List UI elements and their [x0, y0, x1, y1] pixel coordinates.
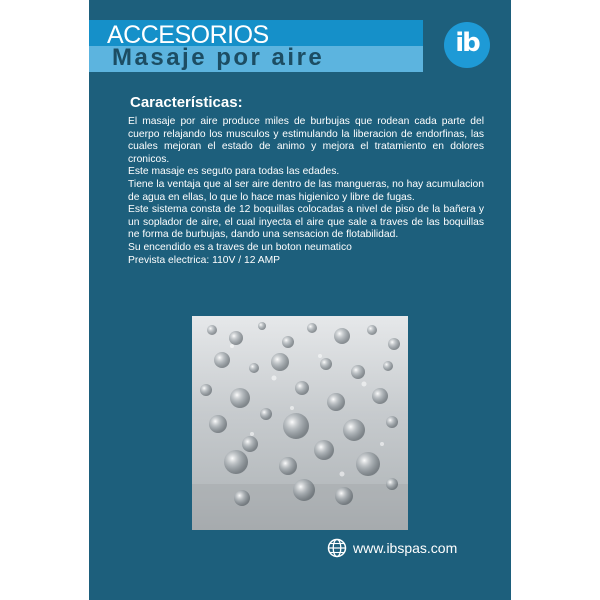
- bubbles-photo: [192, 316, 408, 530]
- section-title: Características:: [130, 94, 243, 111]
- paragraph-4: Este sistema consta de 12 boquillas colocadas a nivel de piso de la bañera y un soplador de aire, el cual inyecta el aire que sale a traves de las boquillas ne forma de burbujas, dando una sensacion de flotabilidad.: [128, 204, 484, 241]
- website-text[interactable]: www.ibspas.com: [353, 540, 458, 556]
- logo-text: ib: [455, 28, 479, 58]
- header-title: ACCESORIOS: [107, 21, 269, 49]
- paragraph-1: El masaje por aire produce miles de burbujas que rodean cada parte del cuerpo relajando los musculos y estimulando la liberacion de endorfinas, las cuales mejoran el estado de animo y mejora el tratamiento en dolores cronicos.: [128, 116, 484, 165]
- website-link[interactable]: [327, 538, 457, 558]
- bubbles-illustration: [192, 316, 408, 530]
- brochure-page: [89, 0, 511, 600]
- body-text: [128, 116, 484, 267]
- paragraph-6: Prevista electrica: 110V / 12 AMP: [128, 254, 281, 266]
- paragraph-3: Tiene la ventaja que al ser aire dentro de las mangueras, no hay acumulacion de agua en ellas, lo que lo hace mas higienico y libre de fugas.: [128, 178, 484, 203]
- globe-icon: [327, 538, 347, 558]
- header-subtitle: Masaje por aire: [112, 44, 325, 71]
- ib-logo-icon: [444, 22, 490, 68]
- paragraph-2: Este masaje es seguto para todas las edades.: [128, 166, 340, 178]
- paragraph-5: Su encendido es a traves de un boton neumatico: [128, 241, 352, 253]
